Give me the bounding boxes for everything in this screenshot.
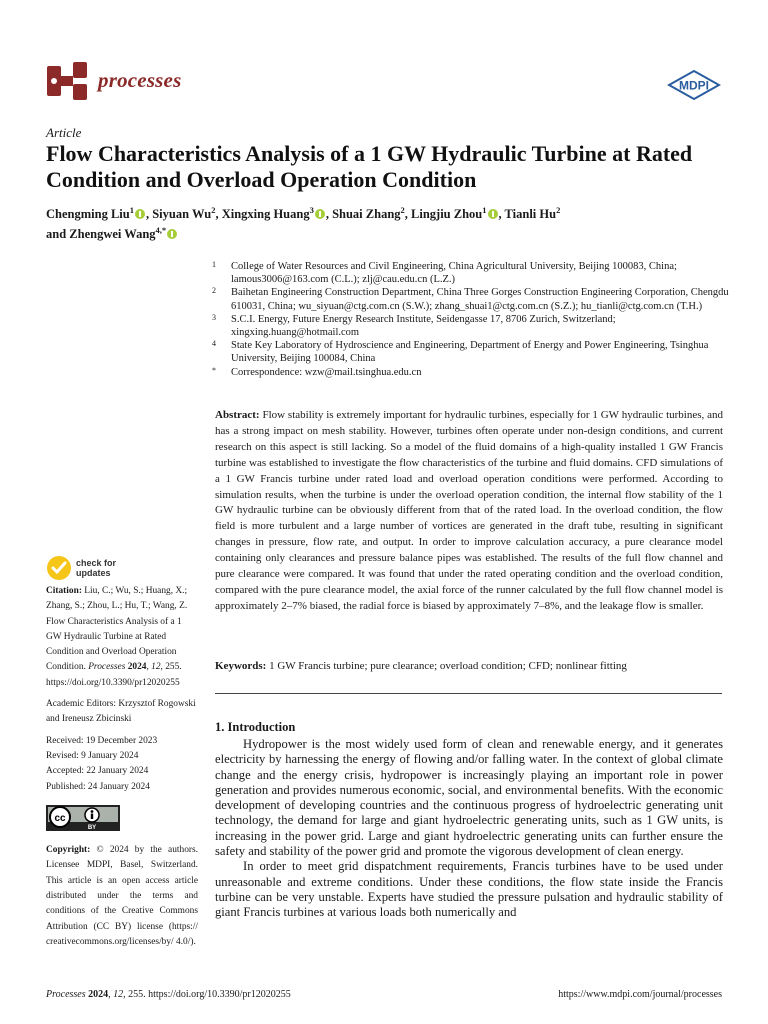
abstract-label: Abstract:: [215, 409, 260, 421]
abstract: [215, 408, 723, 615]
intro-paragraph-2: In order to meet grid dispatchment requirements, Francis turbines have to be used under unreasonable and extreme conditions. Under these conditions, the flow state inside the Francis turbine can be very unstable. Experts have studied the pressure pulsation and hydraulic stability of giant Francis turbines at various loads both numerically and: [215, 859, 723, 920]
footer-citation: Processes 2024, 12, 255. https://doi.org/10.3390/pr12020255: [46, 989, 291, 1000]
published-date: Published: 24 January 2024: [46, 781, 150, 792]
citation: Citation: Liu, C.; Wu, S.; Huang, X.; Zhang, S.; Zhou, L.; Hu, T.; Wang, Z. Flow Characteristics Analysis of a 1 GW Hydraulic Turbine at Rated Condition and Overload Operation Condition. Processes 2024, 12, 255. https://doi.org/10.3390/pr12020255: [46, 586, 188, 688]
article-title: Flow Characteristics Analysis of a 1 GW Hydraulic Turbine at Rated Condition and Overload Operation Condition: [46, 141, 693, 192]
author-name[interactable]: Lingjiu Zhou: [411, 207, 483, 222]
processes-logo-icon: [47, 62, 87, 100]
affiliations: [212, 260, 732, 379]
mdpi-logo-icon: [667, 70, 721, 100]
author-affiliation-marker: 4,*: [155, 225, 167, 236]
affiliation-number: *: [212, 365, 216, 375]
academic-editors: [46, 697, 198, 728]
author-name[interactable]: Tianli Hu: [504, 207, 557, 222]
author-affiliation-marker: 1: [482, 205, 487, 215]
affiliation-text: State Key Laboratory of Hydroscience and Engineering, Department of Energy and Power Engineering, Tsinghua University, Beijing 100084, China: [231, 340, 709, 365]
citation-volume: 12: [151, 662, 161, 673]
affiliation-number: 4: [212, 339, 216, 349]
intro-paragraph-1: Hydropower is the most widely used form of clean and renewable energy, and it generates electricity by harnessing the energy of flowing and/or falling water. In the context of global climate change and the energy crisis, hydropower is increasingly playing an important role in power generation and provides numerous economic, social, and environmental benefits. With the economic development of developing countries and the continuous progress of hydroelectric generating unit technology, the demand for large and giant hydroelectric generating units, such as 1 GW units, is increasing in the power grid. Large and giant hydroelectric generating units can further ensure the safety and stability of the power grid and promote the vigorous development of clean energy.: [215, 737, 723, 859]
sidebar: [46, 555, 198, 950]
affiliation-number: 1: [212, 260, 216, 269]
received-date: Received: 19 December 2023: [46, 735, 158, 746]
author-separator: ,: [325, 207, 333, 222]
accepted-date: Accepted: 22 January 2024: [46, 766, 149, 777]
revised-date: Revised: 9 January 2024: [46, 750, 139, 761]
editors-label: Academic Editors:: [46, 699, 117, 710]
check-line-2: updates: [76, 568, 111, 578]
citation-year: 2024: [127, 662, 147, 673]
author-name[interactable]: Siyuan Wu: [152, 207, 212, 222]
introduction-heading: 1. Introduction: [215, 720, 296, 734]
check-for-updates-icon: [46, 555, 72, 581]
author-affiliation-marker: 1: [129, 205, 134, 215]
introduction-body: [215, 737, 723, 921]
orcid-icon[interactable]: [488, 209, 498, 219]
footer-journal: Processes: [46, 989, 86, 1000]
affiliation-text: College of Water Resources and Civil Engineering, China Agricultural University, Beijing 100083, China; lamous3006@163.com (C.L.); zlj@cau.edu.cn (L.Z.): [231, 261, 677, 286]
citation-journal: Processes: [88, 662, 126, 673]
author-affiliation-marker: 3: [309, 205, 314, 215]
author-name[interactable]: and Zhengwei Wang: [46, 227, 156, 242]
author-affiliation-marker: 2: [556, 205, 561, 215]
author-separator: ,: [498, 207, 505, 222]
keywords-text: 1 GW Francis turbine; pure clearance; overload condition; CFD; nonlinear fitting: [269, 660, 627, 672]
citation-pages: , 255.: [160, 662, 182, 673]
footer-doi[interactable]: , 255. https://doi.org/10.3390/pr12020255: [123, 989, 291, 1000]
citation-label: Citation:: [46, 586, 82, 596]
copyright-notice: [46, 843, 198, 950]
author-name[interactable]: Shuai Zhang: [332, 207, 401, 222]
footer-year: 2024: [88, 989, 109, 1000]
copyright-label: Copyright:: [46, 845, 91, 856]
author-list: [46, 202, 746, 242]
keywords: [215, 659, 723, 674]
affiliation-text: S.C.I. Energy, Future Energy Research Institute, Seidengasse 17, 8706 Zurich, Switzerland; xingxing.huang@hotmail.com: [231, 313, 616, 339]
author-affiliation-marker: 2: [400, 205, 405, 215]
copyright-text: © 2024 by the authors. Licensee MDPI, Basel, Switzerland. This article is an open access article distributed under the terms and conditions of the Creative Commons Attribution (CC BY) license (https:// creativecommons.org/licenses/by/ 4.0/).: [46, 845, 198, 947]
journal-name: processes: [98, 68, 182, 92]
affiliation-item: [212, 286, 732, 312]
affiliation-text: Baihetan Engineering Construction Department, China Three Gorges Construction Engineering Corporation, Chengdu 610031, China; wu_siyuan@ctg.com.cn (S.W.); zhang_shuai1@ctg.com.cn (S.Z.); hu_tianli@ctg.com.cn (T.H.): [231, 287, 729, 312]
author-name[interactable]: Xingxing Huang: [221, 207, 310, 222]
keywords-label: Keywords:: [215, 660, 267, 672]
orcid-icon[interactable]: [315, 209, 325, 219]
check-for-updates[interactable]: [46, 555, 198, 581]
author-affiliation-marker: 2: [211, 205, 216, 215]
svg-text:cc: cc: [54, 812, 66, 824]
section-divider: [215, 693, 722, 694]
affiliation-number: 3: [212, 312, 216, 322]
article-type: Article: [46, 125, 82, 140]
cc-by-text: BY: [87, 824, 97, 831]
author-separator: ,: [145, 207, 153, 222]
affiliation-item: [212, 366, 732, 379]
citation-text: Liu, C.; Wu, S.; Huang, X.; Zhang, S.; Zhou, L.; Hu, T.; Wang, Z. Flow Characteristics Analysis of a 1 GW Hydraulic Turbine at Rated Condition and Overload Operation Condition.: [46, 586, 188, 673]
affiliation-item: [212, 313, 732, 339]
orcid-icon[interactable]: [167, 229, 177, 239]
affiliation-text: Correspondence: wzw@mail.tsinghua.edu.cn: [231, 366, 422, 378]
check-line-1: check for: [76, 558, 117, 568]
affiliation-number: 2: [212, 286, 216, 296]
footer-journal-url[interactable]: https://www.mdpi.com/journal/processes: [558, 989, 722, 1000]
mdpi-logo-text: MDPI: [679, 78, 709, 93]
abstract-text: Flow stability is extremely important for hydraulic turbines, especially for 1 GW hydraulic turbines, and has a strong impact on mesh stability. However, turbines often operate under non-design conditions, and current research on this aspect is still lacking. So a model of the fluid domains of a high-quality installed 1 GW Francis turbine was established to investigate the flow characteristics of the turbine and fluid domains. CFD simulations of a 1 GW Francis turbine under rated load and overload operation conditions were performed. According to simulation results, when the turbine is under the overload operation condition, the internal flow stability of the 1 GW hydraulic turbine can be obviously different from that of the rated load. In the overload condition, the flow field is more turbulent and a large number of vortices are generated in the draft tube, resulting in significant changes in pressure, flow rate, and output. In order to improve calculation accuracy, a pure clearance model containing only clearances and pressure balance pipes was established. The results of the full flow channel and pure clearance were compared. It was found that under the rated operating condition and the overload condition, compared with the pure clearance model, the axial force of the runner calculated by the full flow channel model is approximately 2–7% biased, the radial force is biased by approximately 7–8%, and the leakage flow is smaller.: [215, 409, 723, 612]
author-name[interactable]: Chengming Liu: [46, 207, 130, 222]
author-separator: ,: [404, 207, 412, 222]
editors-text: Krzysztof Rogowski and Ireneusz Zbicinski: [46, 699, 196, 725]
history-dates: [46, 734, 198, 795]
cc-by-license-icon[interactable]: [46, 805, 120, 831]
citation-doi-link[interactable]: https://doi.org/10.3390/pr12020255: [46, 677, 180, 688]
footer-volume: 12: [113, 989, 124, 1000]
affiliation-item: [212, 339, 732, 365]
orcid-icon[interactable]: [135, 209, 145, 219]
affiliation-item: [212, 260, 732, 286]
author-separator: ,: [215, 207, 222, 222]
